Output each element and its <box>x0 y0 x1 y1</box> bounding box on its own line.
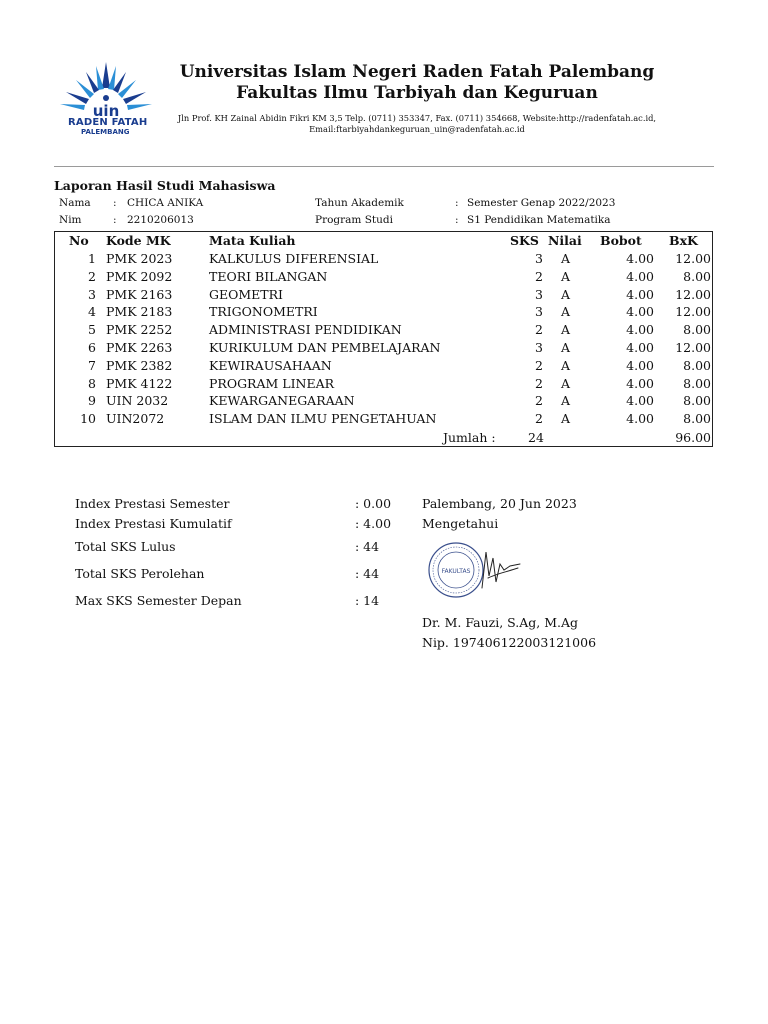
address-line-1: Jln Prof. KH Zainal Abidin Fikri KM 3,5 Telp. (0711) 353347, Fax. (0711) 354668, Website:http://radenfatah.ac.id, <box>177 113 657 123</box>
jumlah-bxk: 96.00 <box>675 430 711 445</box>
nama-colon: : <box>113 197 117 209</box>
cell-no: 9 <box>88 393 96 409</box>
cell-kode: PMK 4122 <box>106 375 173 391</box>
prodi-value: S1 Pendidikan Matematika <box>467 214 611 226</box>
tahun-label: Tahun Akademik <box>315 197 404 209</box>
cell-mata-kuliah: TEORI BILANGAN <box>209 268 328 284</box>
prodi-colon: : <box>455 214 459 226</box>
ips-label: Index Prestasi Semester <box>75 496 230 511</box>
cell-nilai: A <box>561 375 571 391</box>
ips-value: : 0.00 <box>355 496 392 511</box>
cell-nilai: A <box>561 286 571 302</box>
cell-no: 4 <box>88 304 96 320</box>
cell-no: 6 <box>88 340 96 355</box>
mengetahui-label: Mengetahui <box>422 516 499 531</box>
cell-nilai: A <box>561 304 571 320</box>
ipk-label: Index Prestasi Kumulatif <box>75 516 232 531</box>
header-mata: Mata Kuliah <box>209 233 296 248</box>
jumlah-label: Jumlah : <box>443 430 496 445</box>
cell-bxk: 8.00 <box>683 357 711 373</box>
cell-mata-kuliah: KEWARGANEGARAAN <box>209 393 355 409</box>
nim-colon: : <box>113 214 117 226</box>
cell-kode: UIN 2032 <box>106 393 169 409</box>
cell-no: 7 <box>88 357 96 373</box>
cell-bobot: 4.00 <box>626 411 654 427</box>
cell-sks: 3 <box>535 304 543 320</box>
cell-bobot: 4.00 <box>626 286 654 302</box>
cell-bxk: 12.00 <box>675 304 711 320</box>
cell-mata-kuliah: ISLAM DAN ILMU PENGETAHUAN <box>209 411 437 427</box>
cell-no: 1 <box>88 251 96 266</box>
cell-bobot: 4.00 <box>626 304 654 320</box>
signature-scribble <box>482 552 520 588</box>
cell-bobot: 4.00 <box>626 357 654 373</box>
nim-value: 2210206013 <box>127 214 194 226</box>
cell-sks: 3 <box>535 286 543 302</box>
cell-nilai: A <box>561 251 571 266</box>
jumlah-sks: 24 <box>528 430 544 445</box>
cell-bobot: 4.00 <box>626 322 654 338</box>
faculty-name: Fakultas Ilmu Tarbiyah dan Keguruan <box>236 83 598 103</box>
cell-mata-kuliah: ADMINISTRASI PENDIDIKAN <box>209 322 402 338</box>
header-sks: SKS <box>510 233 539 248</box>
official-stamp <box>426 538 524 602</box>
cell-mata-kuliah: GEOMETRI <box>209 286 283 302</box>
cell-bobot: 4.00 <box>626 340 654 355</box>
cell-bobot: 4.00 <box>626 375 654 391</box>
cell-sks: 2 <box>535 375 543 391</box>
tahun-colon: : <box>455 197 459 209</box>
cell-bxk: 12.00 <box>675 286 711 302</box>
cell-bobot: 4.00 <box>626 268 654 284</box>
nama-label: Nama <box>59 197 91 209</box>
stamp-text: FAKULTAS <box>441 568 471 575</box>
nama-value: CHICA ANIKA <box>127 197 204 209</box>
sks-lulus-value: : 44 <box>355 539 380 554</box>
cell-nilai: A <box>561 268 571 284</box>
sks-lulus-label: Total SKS Lulus <box>75 539 176 554</box>
cell-kode: PMK 2252 <box>106 322 173 338</box>
cell-sks: 2 <box>535 268 543 284</box>
cell-no: 5 <box>88 322 96 338</box>
cell-bobot: 4.00 <box>626 251 654 266</box>
max-sks-value: : 14 <box>355 593 380 608</box>
address-line-2: Email:ftarbiyahdankeguruan_uin@radenfatah.ac.id <box>309 124 525 134</box>
cell-kode: PMK 2023 <box>106 251 173 266</box>
cell-nilai: A <box>561 411 571 427</box>
cell-kode: PMK 2163 <box>106 286 173 302</box>
ipk-value: : 4.00 <box>355 516 392 531</box>
cell-nilai: A <box>561 340 571 355</box>
cell-nilai: A <box>561 357 571 373</box>
cell-kode: UIN2072 <box>106 411 165 427</box>
cell-kode: PMK 2263 <box>106 340 173 355</box>
signatory-name: Dr. M. Fauzi, S.Ag, M.Ag <box>422 615 579 630</box>
cell-bxk: 12.00 <box>675 340 711 355</box>
cell-kode: PMK 2183 <box>106 304 173 320</box>
sks-perolehan-label: Total SKS Perolehan <box>75 566 205 581</box>
cell-sks: 2 <box>535 357 543 373</box>
cell-mata-kuliah: TRIGONOMETRI <box>209 304 318 320</box>
logo-name: RADEN FATAH <box>68 117 148 128</box>
logo-city: PALEMBANG <box>81 128 130 136</box>
cell-mata-kuliah: KURIKULUM DAN PEMBELAJARAN <box>209 340 441 355</box>
cell-mata-kuliah: KEWIRAUSAHAAN <box>209 357 332 373</box>
cell-bxk: 8.00 <box>683 322 711 338</box>
max-sks-label: Max SKS Semester Depan <box>75 593 242 608</box>
university-name: Universitas Islam Negeri Raden Fatah Palembang <box>179 62 655 82</box>
cell-mata-kuliah: KALKULUS DIFERENSIAL <box>209 251 379 266</box>
header-no: No <box>69 233 89 248</box>
tahun-value: Semester Genap 2022/2023 <box>467 197 616 209</box>
cell-sks: 2 <box>535 411 543 427</box>
prodi-label: Program Studi <box>315 214 393 226</box>
logo-uin-text: uin <box>92 102 120 120</box>
sks-perolehan-value: : 44 <box>355 566 380 581</box>
cell-bxk: 8.00 <box>683 375 711 391</box>
cell-bxk: 8.00 <box>683 268 711 284</box>
cell-bobot: 4.00 <box>626 393 654 409</box>
cell-kode: PMK 2092 <box>106 268 173 284</box>
cell-sks: 3 <box>535 340 543 355</box>
cell-sks: 2 <box>535 393 543 409</box>
cell-bxk: 8.00 <box>683 393 711 409</box>
cell-no: 2 <box>88 268 96 284</box>
signatory-nip: Nip. 197406122003121006 <box>422 635 597 650</box>
cell-no: 8 <box>88 375 96 391</box>
nim-label: Nim <box>59 214 82 226</box>
cell-kode: PMK 2382 <box>106 357 173 373</box>
cell-mata-kuliah: PROGRAM LINEAR <box>209 375 335 391</box>
cell-sks: 3 <box>535 251 543 266</box>
header-nilai: Nilai <box>548 233 582 248</box>
header-kode: Kode MK <box>106 233 171 248</box>
cell-bxk: 12.00 <box>675 251 711 266</box>
header-bxk: BxK <box>669 233 698 248</box>
report-title: Laporan Hasil Studi Mahasiswa <box>54 178 276 193</box>
place-date: Palembang, 20 Jun 2023 <box>422 496 577 511</box>
cell-no: 10 <box>80 411 96 427</box>
cell-nilai: A <box>561 322 571 338</box>
cell-sks: 2 <box>535 322 543 338</box>
header-divider <box>54 166 714 167</box>
cell-no: 3 <box>88 286 96 302</box>
cell-bxk: 8.00 <box>683 411 711 427</box>
header-bobot: Bobot <box>600 233 642 248</box>
cell-nilai: A <box>561 393 571 409</box>
